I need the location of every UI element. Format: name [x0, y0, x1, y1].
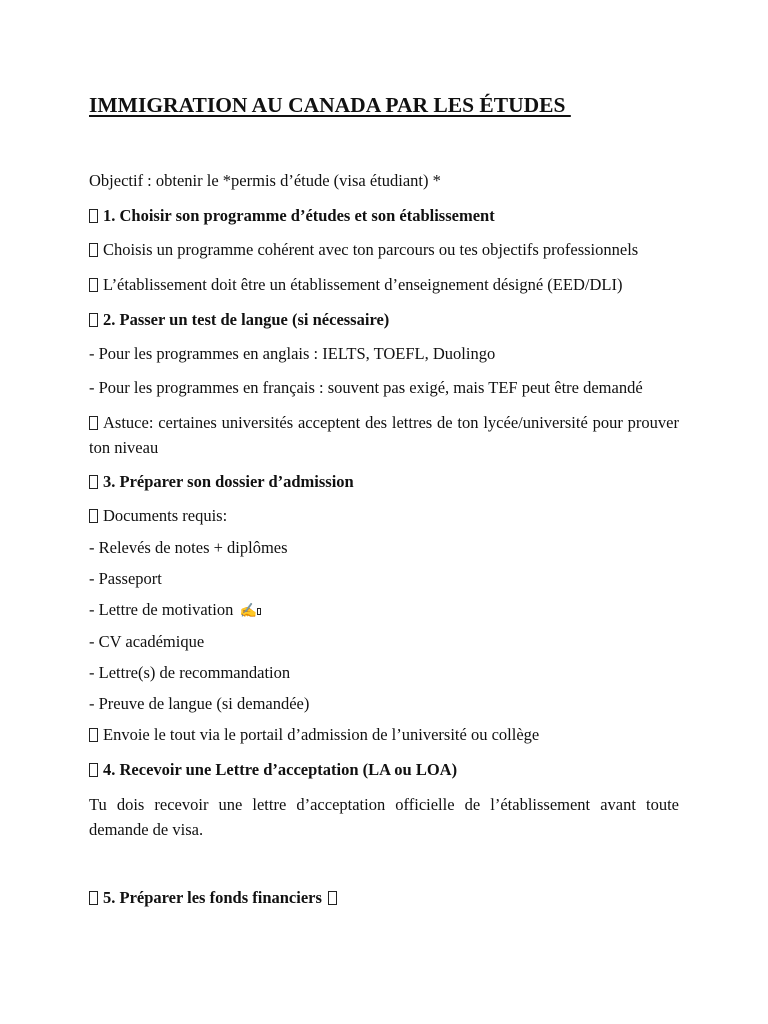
missing-glyph-box-icon	[328, 891, 337, 905]
step2-heading-label: 2. Passer un test de langue (si nécessaire)	[103, 310, 390, 329]
missing-glyph-box-icon	[89, 313, 98, 327]
step1-item	[89, 238, 679, 263]
missing-glyph-box-icon	[89, 763, 98, 777]
writing-hand-icon: ✍	[239, 604, 257, 619]
step5-heading-label: 5. Préparer les fonds financiers	[103, 888, 322, 907]
missing-glyph-box-icon	[89, 891, 98, 905]
step4-heading	[89, 758, 679, 783]
step2-heading	[89, 308, 679, 333]
step4-text: Tu dois recevoir une lettre d’acceptation officielle de l’établissement avant toute demande de visa.	[89, 795, 679, 839]
objective-text: Objectif : obtenir le *permis d’étude (visa étudiant) *	[89, 171, 441, 190]
missing-glyph-box-icon	[89, 416, 98, 430]
list-item: - Lettre(s) de recommandation	[89, 663, 291, 682]
step1-heading	[89, 204, 679, 229]
step1-item-text: Choisis un programme cohérent avec ton parcours ou tes objectifs professionnels	[103, 240, 639, 259]
step3-docs-label-text: Documents requis:	[103, 506, 228, 525]
step5-heading	[89, 886, 679, 911]
page-title: IMMIGRATION AU CANADA PAR LES ÉTUDES	[89, 93, 571, 117]
step1-heading-label: 1. Choisir son programme d’études et son établissement	[103, 206, 495, 225]
step2-tip	[89, 411, 679, 460]
missing-glyph-box-icon	[89, 209, 98, 223]
step4-heading-label: 4. Recevoir une Lettre d’acceptation (LA ou LOA)	[103, 760, 458, 779]
list-item: - CV académique	[89, 632, 205, 651]
missing-glyph-box-icon	[89, 475, 98, 489]
missing-glyph-box-icon	[89, 728, 98, 742]
step3-heading-label: 3. Préparer son dossier d’admission	[103, 472, 354, 491]
list-item: - Passeport	[89, 569, 162, 588]
missing-glyph-box-icon	[89, 278, 98, 292]
step2-tip-text: Astuce: certaines universités acceptent des lettres de ton lycée/université pour prouver ton niveau	[89, 413, 679, 457]
list-item: - Preuve de langue (si demandée)	[89, 694, 310, 713]
list-item	[89, 598, 679, 625]
step1-item-text: L’établissement doit être un établissement d’enseignement désigné (EED/DLI)	[103, 275, 623, 294]
step3-send	[89, 723, 679, 748]
step3-docs-label	[89, 504, 679, 529]
step3-heading	[89, 470, 679, 495]
step2-item: - Pour les programmes en anglais : IELTS, TOEFL, Duolingo	[89, 344, 496, 363]
list-item: - Relevés de notes + diplômes	[89, 538, 288, 557]
missing-glyph-box-icon	[89, 243, 98, 257]
step1-item	[89, 273, 679, 298]
step3-send-text: Envoie le tout via le portail d’admission de l’université ou collège	[103, 725, 540, 744]
missing-glyph-box-icon	[89, 509, 98, 523]
step2-item: - Pour les programmes en français : souvent pas exigé, mais TEF peut être demandé	[89, 378, 643, 397]
missing-glyph-box-icon	[257, 608, 261, 615]
list-item-text: - Lettre de motivation	[89, 600, 234, 619]
